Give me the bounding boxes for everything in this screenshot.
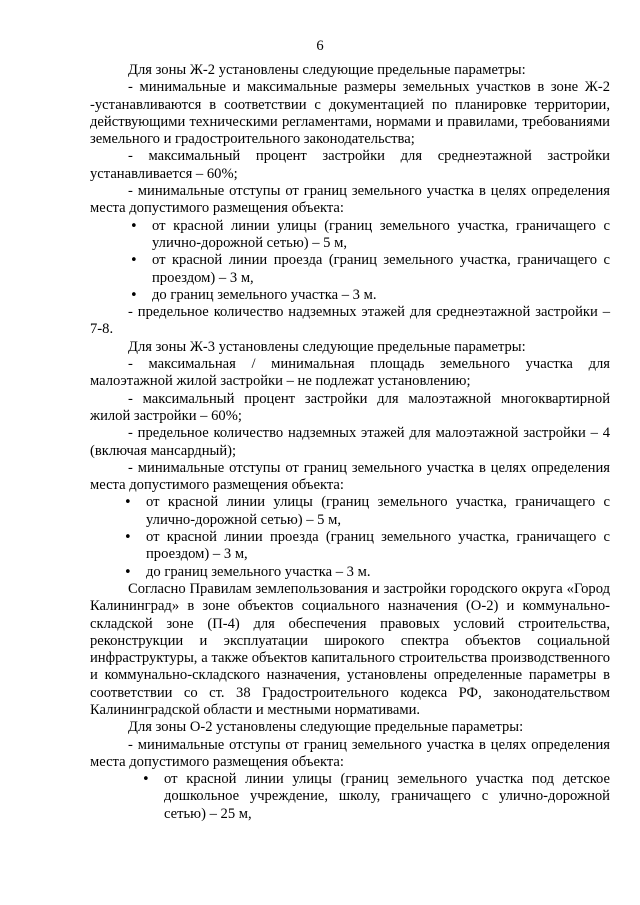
zh2-item-build-percent: - максимальный процент застройки для среднеэтажной застройки устанавливается – 60%; [90,148,610,182]
zh3-setback-list [90,494,610,580]
document-body [90,62,610,823]
zh3-item-setbacks: - минимальные отступы от границ земельного участка в целях определения места допустимого размещения объекта: [90,459,610,494]
zh3-item-build-percent: - максимальный процент застройки для малоэтажной многоквартирной жилой застройки – 60%; [90,390,610,424]
zh2-item-setbacks: - минимальные отступы от границ земельного участка в целях определения места допустимого размещения объекта: [90,183,610,217]
o2-item-setbacks: - минимальные отступы от границ земельного участка в целях определения места допустимого размещения объекта: [90,736,610,770]
zh2-item-plot-sizes: - минимальные и максимальные размеры земельных участков в зоне Ж-2 -устанавливаются в соответствии с документацией по планировке территории, действующими техническими регламентами, нормами и правилами, требованиями земельного и градостроительного законодательства; [90,79,610,148]
zh2-setback-list [90,218,610,304]
zh3-intro: Для зоны Ж-3 установлены следующие предельные параметры: [128,338,526,355]
zh3-item-floors: - предельное количество надземных этажей для малоэтажной застройки – 4 (включая мансардный); [90,425,610,459]
list-item: • от красной линии улицы (границ земельного участка, граничащего с улично-дорожной сетью) – 5 м, [152,218,610,253]
list-item: • от красной линии улицы (границ земельного участка под детское дошкольное учреждение, школу, граничащего с улично-дорожной сетью) – 25 м, [164,771,610,823]
list-item: • от красной линии улицы (границ земельного участка, граничащего с улично-дорожной сетью) – 5 м, [146,494,610,529]
list-item: • от красной линии проезда (границ земельного участка, граничащего с проездом) – 3 м, [152,252,610,287]
o2-setback-list [90,771,610,823]
zh2-item-floors: - предельное количество надземных этажей для среднеэтажной застройки – 7-8. [90,304,610,338]
o2-intro: Для зоны О-2 установлены следующие предельные параметры: [128,719,524,736]
zh3-item-plot-area: - максимальная / минимальная площадь земельного участка для малоэтажной жилой застройки – не подлежат установлению; [90,356,610,390]
list-item: • до границ земельного участка – 3 м. [146,564,610,581]
zh2-intro: Для зоны Ж-2 установлены следующие предельные параметры: [128,62,526,78]
list-item: • от красной линии проезда (границ земельного участка, граничащего с проездом) – 3 м, [146,529,610,564]
list-item: • до границ земельного участка – 3 м. [152,287,610,304]
rules-paragraph: Согласно Правилам землепользования и застройки городского округа «Город Калининград» в зоне объектов социального назначения (О-2) и коммунально-складской зоне (П-4) для обеспечения правовых условий строительства, реконструкции и эксплуатации широкого спектра объектов социальной инфраструктуры, а также объектов капитального строительства производственного и коммунально-складского назначения, установлены определенные параметры в соответствии со ст. 38 Градостроительного кодекса РФ, законодательством Калининградской области и местными нормативами. [90,580,610,718]
page-number: 6 [316,38,324,54]
